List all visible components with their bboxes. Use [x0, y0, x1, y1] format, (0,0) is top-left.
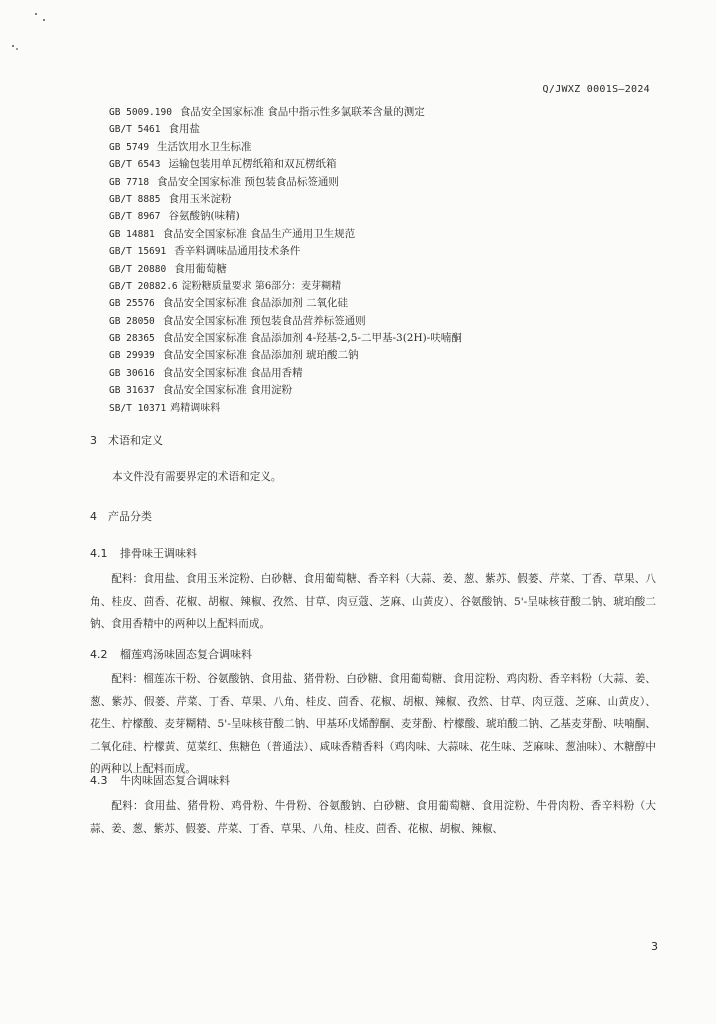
section-heading [90, 432, 163, 448]
reference-item [109, 347, 669, 364]
reference-item [109, 261, 669, 278]
section-number: 3 [90, 434, 97, 447]
scan-specks [0, 0, 60, 60]
page-number: 3 [651, 940, 658, 953]
reference-item [109, 330, 669, 347]
reference-item [109, 295, 669, 312]
subsection-title: 排骨味王调味料 [120, 547, 197, 560]
reference-item [109, 156, 669, 173]
reference-title: 淀粉糖质量要求 第6部分：麦芽糊精 [181, 280, 342, 292]
subsection-heading [90, 545, 197, 561]
reference-code: GB/T 5461 [109, 124, 161, 136]
reference-title: 食品安全国家标准 食用淀粉 [162, 384, 293, 397]
reference-code: GB 28365 [109, 333, 155, 345]
reference-code: GB 5009.190 [109, 107, 172, 118]
reference-code: GB/T 20880 [109, 263, 167, 275]
reference-item [109, 121, 669, 138]
reference-code: GB 5749 [109, 141, 150, 153]
reference-code: GB/T 15691 [109, 246, 167, 258]
reference-code: GB 28050 [109, 315, 155, 327]
ingredients-paragraph: 配料：食用盐、猪骨粉、鸡骨粉、牛骨粉、谷氨酸钠、白砂糖、食用葡萄糖、食用淀粉、牛骨肉粉、香辛料粉（大蒜、姜、葱、紫苏、假蒌、芹菜、丁香、草果、八角、桂皮、茴香、花椒、胡椒、辣椒、 [90, 800, 656, 835]
ingredients-paragraph: 配料：食用盐、食用玉米淀粉、白砂糖、食用葡萄糖、香辛料（大蒜、姜、葱、紫苏、假蒌、芹菜、丁香、草果、八角、桂皮、茴香、花椒、胡椒、辣椒、孜然、甘草、肉豆蔻、芝麻、山黄皮）、谷氨酸钠、5'-呈味核苷酸二钠、琥珀酸二钠、食用香精中的两种以上配料而成。 [90, 573, 656, 630]
ingredients-paragraph: 配料：榴莲冻干粉、谷氨酸钠、食用盐、猪骨粉、白砂糖、食用葡萄糖、食用淀粉、鸡肉粉、香辛料粉（大蒜、姜、葱、紫苏、假蒌、芹菜、丁香、草果、八角、桂皮、茴香、花椒、胡椒、辣椒、孜然、甘草、肉豆蔻、芝麻、山黄皮）、花生、柠檬酸、麦芽糊精、5'-呈味核苷酸二钠、甲基环戊烯醇酮、麦芽酚、柠檬酸、琥珀酸二钠、乙基麦芽酚、呋喃酮、二氧化硅、柠檬黄、苋菜红、焦糖色（普通法）、咸味香精香料（鸡肉味、大蒜味、花生味、芝麻味、葱油味）、木糖醇中的两种以上配料而成。 [90, 673, 656, 775]
reference-title: 食品安全国家标准 预包装食品标签通则 [157, 175, 339, 188]
reference-code: GB 29939 [109, 350, 155, 362]
subsection-number: 4.3 [90, 774, 108, 787]
reference-item [109, 365, 669, 382]
reference-item [109, 208, 669, 225]
section-heading [90, 508, 152, 524]
reference-title: 香辛料调味品通用技术条件 [174, 245, 301, 258]
reference-item [109, 226, 669, 243]
reference-code: GB 7718 [109, 176, 150, 188]
section-title: 产品分类 [108, 510, 152, 523]
section-body: 本文件没有需要界定的术语和定义。 [112, 471, 282, 483]
reference-item [109, 104, 669, 121]
reference-code: GB 30616 [109, 367, 155, 379]
reference-item [109, 243, 669, 260]
reference-code: GB 25576 [109, 298, 155, 310]
reference-title: 生活饮用水卫生标准 [157, 140, 252, 153]
reference-title: 食用盐 [168, 123, 200, 136]
reference-item [109, 313, 669, 330]
reference-title: 食品安全国家标准 食品添加剂 琥珀酸二钠 [162, 349, 359, 362]
normative-references-list [109, 104, 669, 417]
reference-item [109, 191, 669, 208]
subsection-number: 4.2 [90, 648, 108, 661]
reference-title: 食品安全国家标准 食品中指示性多氯联苯含量的测定 [179, 106, 425, 118]
subsection-heading [90, 646, 252, 662]
reference-title: 食品安全国家标准 食品生产通用卫生规范 [162, 227, 356, 240]
reference-code: GB/T 20882.6 [109, 280, 178, 292]
reference-item [109, 278, 669, 295]
reference-code: GB 14881 [109, 228, 155, 240]
reference-title: 食品安全国家标准 食品添加剂 二氧化硅 [162, 297, 348, 310]
reference-code: GB 31637 [109, 385, 155, 397]
reference-title: 鸡精调味料 [170, 402, 221, 414]
reference-code: SB/T 10371 [109, 402, 167, 414]
subsection-heading [90, 772, 230, 788]
document-code: Q/JWXZ 0001S—2024 [542, 84, 650, 95]
section-number: 4 [90, 510, 97, 523]
reference-item [109, 139, 669, 156]
reference-title: 谷氨酸钠(味精) [168, 210, 240, 223]
reference-item [109, 382, 669, 399]
reference-title: 食品安全国家标准 食品添加剂 4-羟基-2,5-二甲基-3(2H)-呋喃酮 [162, 332, 462, 345]
subsection-title: 榴莲鸡汤味固态复合调味料 [120, 648, 252, 661]
reference-title: 食品安全国家标准 预包装食品营养标签通则 [162, 314, 366, 327]
reference-title: 运输包装用单瓦楞纸箱和双瓦楞纸箱 [168, 158, 337, 171]
subsection-number: 4.1 [90, 547, 108, 560]
reference-title: 食用葡萄糖 [174, 262, 227, 275]
subsection-title: 牛肉味固态复合调味料 [120, 774, 230, 787]
reference-title: 食品安全国家标准 食品用香精 [162, 366, 303, 379]
reference-title: 食用玉米淀粉 [168, 192, 232, 205]
reference-code: GB/T 8967 [109, 211, 161, 223]
reference-code: GB/T 8885 [109, 193, 161, 205]
reference-item [109, 400, 669, 417]
reference-code: GB/T 6543 [109, 159, 161, 171]
reference-item [109, 174, 669, 191]
section-title: 术语和定义 [108, 434, 163, 447]
